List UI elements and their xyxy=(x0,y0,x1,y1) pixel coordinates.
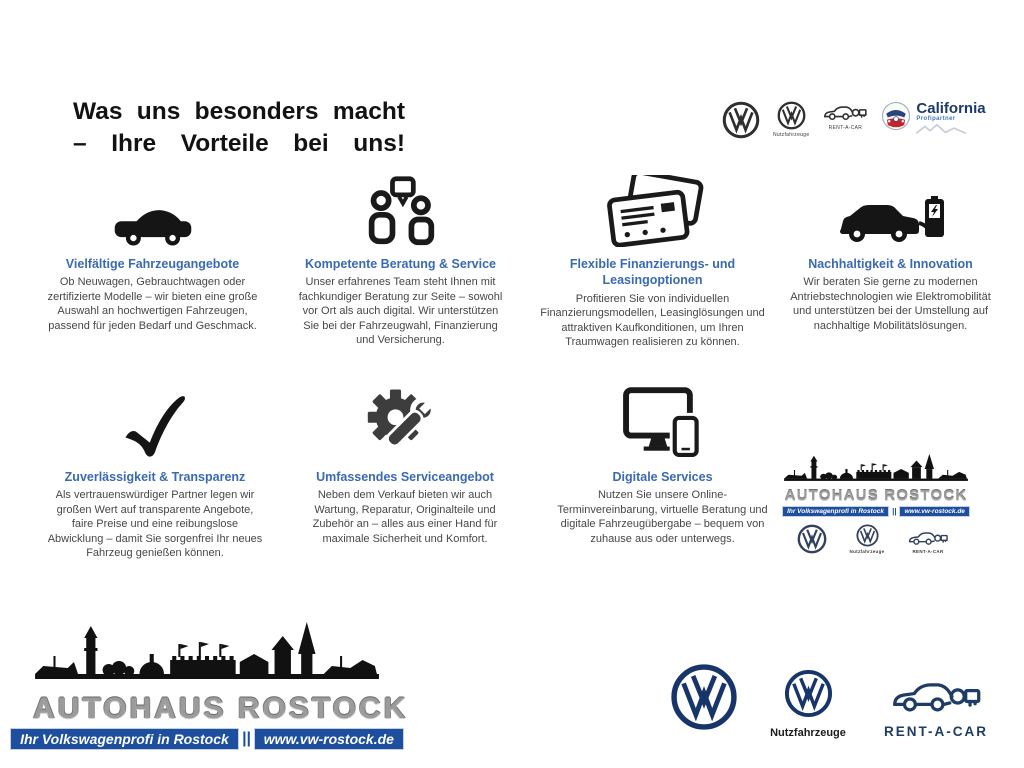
nutzfahrzeuge-label: Nutzfahrzeuge xyxy=(849,549,885,554)
digital-devices-icon xyxy=(555,388,770,460)
california-bus-icon xyxy=(881,101,911,131)
mountains-icon xyxy=(916,123,968,135)
dealer-name: AUTOHAUS ROSTOCK xyxy=(784,487,968,504)
profipartner-label: Profipartner xyxy=(916,116,956,122)
feature-body: Neben dem Verkauf bieten wir auch Wartung, Reparatur, Originalteile und Zubehör an – alles aus einer Hand für maximale Sicherheit und Komfort. xyxy=(312,489,498,545)
feature-title: Nachhaltigkeit & Innovation xyxy=(808,257,973,271)
feature-title: Flexible Finanzierungs- und Leasingoptionen xyxy=(569,257,736,288)
feature-card xyxy=(45,175,260,333)
feature-title: Kompetente Beratung & Service xyxy=(304,257,497,271)
rent-a-car-icon xyxy=(822,101,868,123)
feature-title: Umfassendes Serviceangebot xyxy=(316,470,494,484)
vw-nutzfahrzeuge-logo xyxy=(773,101,809,138)
dealer-separator: || xyxy=(891,507,897,516)
feature-title: Zuverlässigkeit & Transparenz xyxy=(64,470,246,484)
dealer-url: www.vw-rostock.de xyxy=(255,729,403,749)
dealer-logo-large xyxy=(20,616,409,749)
vw-nutzfahrzeuge-logo xyxy=(850,524,885,554)
dealer-name: AUTOHAUS ROSTOCK xyxy=(33,692,409,725)
car-icon xyxy=(45,175,260,247)
feature-card xyxy=(540,175,765,350)
vw-icon xyxy=(856,524,879,547)
feature-body: Als vertrauenswürdiger Partner legen wir großen Wert auf transparente Angebote, faire Preise und eine reibungslose Abwicklung – damit Sie sorgenfrei Ihr neues Fahrzeug genießen können. xyxy=(47,489,263,560)
vw-logo-icon xyxy=(722,101,760,139)
feature-card xyxy=(788,175,993,333)
feature-body: Wir beraten Sie gerne zu modernen Antriebstechnologien wie Elektromobilität und unterstützen bei der Umstellung auf nachhaltige Mobilitätslösungen. xyxy=(790,276,991,332)
consultation-icon xyxy=(298,175,503,247)
feature-card xyxy=(295,388,515,546)
rent-a-car-label: RENT-A-CAR xyxy=(884,724,988,739)
nutzfahrzeuge-label: Nutzfahrzeuge xyxy=(770,727,846,739)
feature-title: Digitale Services xyxy=(612,470,713,484)
feature-card xyxy=(555,388,770,546)
california-profipartner-logo xyxy=(881,101,985,140)
dealer-tagline: Ihr Volkswagenprofi in Rostock xyxy=(783,507,888,516)
checkmark-icon xyxy=(45,388,265,460)
header-logo-strip xyxy=(722,101,986,140)
vw-nutzfahrzeuge-logo xyxy=(758,669,858,739)
rostock-skyline-icon xyxy=(783,451,969,489)
feature-card xyxy=(298,175,503,348)
rent-a-car-icon xyxy=(907,528,949,547)
service-gear-wrench-icon xyxy=(295,388,515,460)
feature-card xyxy=(45,388,265,561)
rent-a-car-icon xyxy=(884,674,988,716)
dealer-separator: || xyxy=(241,730,251,747)
dealer-url: www.vw-rostock.de xyxy=(900,507,968,516)
dealer-tagline: Ihr Volkswagenprofi in Rostock xyxy=(11,729,238,749)
feature-body: Unser erfahrenes Team steht Ihnen mit fachkundiger Beratung zur Seite – sowohl vor Ort als auch digital. Wir unterstützen Sie bei der Fahrzeugwahl, Finanzierung und Versicherung. xyxy=(298,276,503,347)
california-label: California xyxy=(916,100,986,117)
feature-body: Ob Neuwagen, Gebrauchtwagen oder zertifizierte Modelle – wir bieten eine große Auswahl an hochwertigen Fahrzeugen, passend für jeden Bedarf und Geschmack. xyxy=(47,276,258,332)
vw-logo-icon xyxy=(670,663,738,736)
rent-a-car-logo xyxy=(907,528,949,554)
vw-logo-icon xyxy=(797,524,827,554)
page-title-line1: Was uns besonders macht xyxy=(73,98,405,125)
rent-a-car-label: RENT-A-CAR xyxy=(912,549,944,554)
vw-icon xyxy=(784,669,833,718)
rent-a-car-label: RENT-A-CAR xyxy=(828,125,863,131)
rent-a-car-logo xyxy=(880,674,992,739)
feature-title: Vielfältige Fahrzeugangebote xyxy=(65,257,240,271)
vw-icon xyxy=(777,101,806,130)
rent-a-car-logo xyxy=(822,101,868,131)
page-title xyxy=(73,96,405,160)
dealer-bar xyxy=(783,507,969,516)
nutzfahrzeuge-label: Nutzfahrzeuge xyxy=(773,132,810,138)
dealer-logo-small xyxy=(783,451,969,516)
feature-body: Profitieren Sie von individuellen Finanzierungsmodellen, Leasinglösungen und attraktiven Kaufkonditionen, um Ihren Traumwagen realisieren zu können. xyxy=(540,292,765,349)
dealer-brand-logos xyxy=(797,524,949,554)
financing-cards-icon xyxy=(540,175,765,247)
ev-charging-car-icon xyxy=(788,175,993,247)
dealer-bar xyxy=(20,729,394,749)
feature-body: Nutzen Sie unsere Online-Terminvereinbarung, virtuelle Beratung und digitale Fahrzeugübergabe – bequem von zuhause aus oder unterwegs. xyxy=(557,489,768,545)
page-title-line2: – Ihre Vorteile bei uns! xyxy=(73,130,405,157)
rostock-skyline-icon xyxy=(33,616,381,696)
